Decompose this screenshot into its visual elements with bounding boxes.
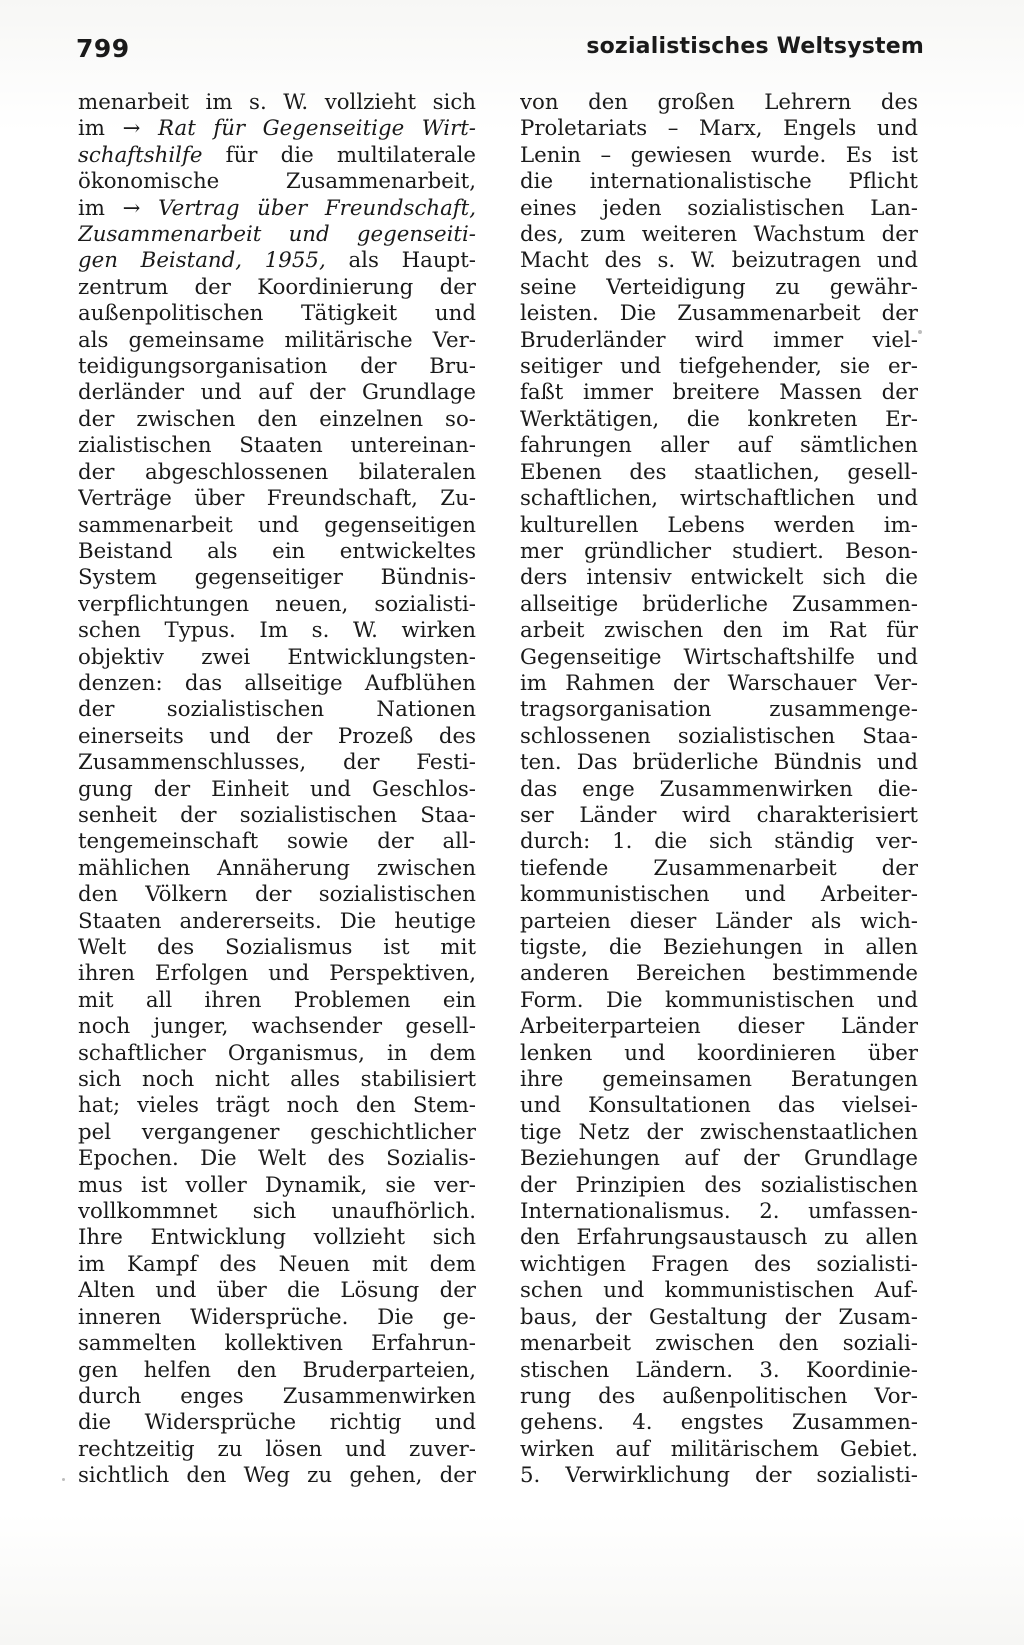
right-column-line: arbeit zwischen den im Rat für [520, 618, 918, 644]
right-column-line: seitiger und tiefgehender, sie er- [520, 354, 918, 380]
left-column [78, 90, 476, 1490]
right-column-line: der Prinzipien des sozialistischen [520, 1172, 918, 1198]
right-column-line: Lenin – gewiesen wurde. Es ist [520, 142, 918, 168]
text-columns [78, 90, 918, 1490]
left-column-line: mählichen Annäherung zwischen [78, 855, 476, 881]
right-column-line: Arbeiterparteien dieser Länder [520, 1014, 918, 1040]
left-column-line: zialistischen Staaten untereinan- [78, 433, 476, 459]
left-column-line: objektiv zwei Entwicklungsten- [78, 644, 476, 670]
right-column-line: tiefende Zusammenarbeit der [520, 855, 918, 881]
left-column-line: verpflichtungen neuen, sozialisti- [78, 591, 476, 617]
left-column-line: durch enges Zusammenwirken [78, 1383, 476, 1409]
right-column-line: eines jeden sozialistischen Lan- [520, 195, 918, 221]
left-column-line: menarbeit im s. W. vollzieht sich [78, 90, 476, 115]
left-column-line: der sozialistischen Nationen [78, 697, 476, 723]
right-column-line: Werktätigen, die konkreten Er- [520, 406, 918, 432]
left-column-line: ökonomische Zusammenarbeit, [78, 169, 476, 195]
right-column-line: anderen Bereichen bestimmende [520, 961, 918, 987]
left-column-line: ihren Erfolgen und Perspektiven, [78, 961, 476, 987]
running-head: sozialistisches Weltsystem [586, 34, 924, 59]
left-column-line: im → Vertrag über Freundschaft, [78, 195, 476, 221]
right-column-line: 5. Verwirklichung der sozialisti- [520, 1463, 918, 1489]
right-column-line: gehens. 4. engstes Zusammen- [520, 1410, 918, 1436]
right-column-line: mer gründlicher studiert. Beson- [520, 538, 918, 564]
right-column-line: leisten. Die Zusammenarbeit der [520, 301, 918, 327]
right-column-line: Form. Die kommunistischen und [520, 987, 918, 1013]
left-column-line: pel vergangener geschichtlicher [78, 1119, 476, 1145]
left-column-line: Welt des Sozialismus ist mit [78, 935, 476, 960]
right-column-line: kommunistischen und Arbeiter- [520, 882, 918, 908]
left-column-line: einerseits und der Prozeß des [78, 723, 476, 749]
left-column-line: im Kampf des Neuen mit dem [78, 1251, 476, 1277]
right-column-line: Internationalismus. 2. umfassen- [520, 1199, 918, 1225]
right-column-line: seine Verteidigung zu gewähr- [520, 274, 918, 300]
left-column-line: außenpolitischen Tätigkeit und [78, 301, 476, 327]
right-column-line: im Rahmen der Warschauer Ver- [520, 670, 918, 696]
left-column-line: gen helfen den Bruderparteien, [78, 1357, 476, 1383]
left-column-line: schaftshilfe für die multilaterale [78, 142, 476, 168]
left-column-line: senheit der sozialistischen Staa- [78, 802, 476, 828]
right-column-line: und Konsultationen das vielsei- [520, 1093, 918, 1119]
left-column-line: teidigungsorganisation der Bru- [78, 354, 476, 380]
left-column-line: Zusammenarbeit und gegenseiti- [78, 222, 476, 248]
left-column-line: sammelten kollektiven Erfahrun- [78, 1331, 476, 1357]
left-column-line: noch junger, wachsender gesell- [78, 1014, 476, 1040]
left-column-line: die Widersprüche richtig und [78, 1410, 476, 1436]
left-column-line: mus ist voller Dynamik, sie ver- [78, 1172, 476, 1198]
left-column-line: System gegenseitiger Bündnis- [78, 565, 476, 591]
left-column-line: der zwischen den einzelnen so- [78, 406, 476, 432]
right-column-line: ten. Das brüderliche Bündnis und [520, 750, 918, 776]
right-column-line: ders intensiv entwickelt sich die [520, 565, 918, 591]
right-column-line: ihre gemeinsamen Beratungen [520, 1067, 918, 1093]
right-column-line: kulturellen Lebens werden im- [520, 512, 918, 538]
left-column-line: Beistand als ein entwickeltes [78, 538, 476, 564]
left-column-line: zentrum der Koordinierung der [78, 274, 476, 300]
right-column-line: tige Netz der zwischenstaatlichen [520, 1119, 918, 1145]
right-column-line: das enge Zusammenwirken die- [520, 776, 918, 802]
left-column-line: Zusammenschlusses, der Festi- [78, 750, 476, 776]
right-column-line: rung des außenpolitischen Vor- [520, 1383, 918, 1409]
right-column-line: menarbeit zwischen den soziali- [520, 1331, 918, 1357]
right-column-line: wichtigen Fragen des sozialisti- [520, 1251, 918, 1277]
left-column-line: Alten und über die Lösung der [78, 1278, 476, 1304]
right-column-line: Beziehungen auf der Grundlage [520, 1146, 918, 1172]
right-column-line: wirken auf militärischem Gebiet. [520, 1436, 918, 1462]
right-column [520, 90, 918, 1490]
left-column-line: rechtzeitig zu lösen und zuver- [78, 1436, 476, 1462]
right-column-line: die internationalistische Pflicht [520, 169, 918, 195]
left-column-line: sichtlich den Weg zu gehen, der [78, 1463, 476, 1489]
right-column-line: faßt immer breitere Massen der [520, 380, 918, 406]
right-column-line: durch: 1. die sich ständig ver- [520, 829, 918, 855]
right-column-line: tigste, die Beziehungen in allen [520, 935, 918, 960]
page-number: 799 [76, 34, 130, 63]
left-column-line: gen Beistand, 1955, als Haupt- [78, 248, 476, 274]
right-column-line: schlossenen sozialistischen Staa- [520, 723, 918, 749]
left-column-line: derländer und auf der Grundlage [78, 380, 476, 406]
left-column-line: schen Typus. Im s. W. wirken [78, 618, 476, 644]
scan-speck [918, 330, 922, 334]
right-column-line: baus, der Gestaltung der Zusam- [520, 1304, 918, 1330]
left-column-line: gung der Einheit und Geschlos- [78, 776, 476, 802]
right-column-line: Gegenseitige Wirtschaftshilfe und [520, 644, 918, 670]
right-column-line: des, zum weiteren Wachstum der [520, 222, 918, 248]
left-column-line: Ihre Entwicklung vollzieht sich [78, 1225, 476, 1251]
right-column-line: tragsorganisation zusammenge- [520, 697, 918, 723]
right-column-line: Macht des s. W. beizutragen und [520, 248, 918, 274]
left-column-line: schaftlicher Organismus, in dem [78, 1040, 476, 1066]
left-column-line: Staaten andererseits. Die heutige [78, 908, 476, 934]
right-column-line: von den großen Lehrern des [520, 90, 918, 115]
right-column-line: ser Länder wird charakterisiert [520, 802, 918, 828]
left-column-line: vollkommnet sich unaufhörlich. [78, 1199, 476, 1225]
left-column-line: mit all ihren Problemen ein [78, 987, 476, 1013]
right-column-line: den Erfahrungsaustausch zu allen [520, 1225, 918, 1251]
right-column-line: schaftlichen, wirtschaftlichen und [520, 486, 918, 512]
page-header [76, 34, 924, 74]
right-column-line: Bruderländer wird immer viel- [520, 327, 918, 353]
left-column-line: sich noch nicht alles stabilisiert [78, 1067, 476, 1093]
left-column-line: tengemeinschaft sowie der all- [78, 829, 476, 855]
left-column-line: Epochen. Die Welt des Sozialis- [78, 1146, 476, 1172]
right-column-line: fahrungen aller auf sämtlichen [520, 433, 918, 459]
left-column-line: als gemeinsame militärische Ver- [78, 327, 476, 353]
right-column-line: parteien dieser Länder als wich- [520, 908, 918, 934]
right-column-line: schen und kommunistischen Auf- [520, 1278, 918, 1304]
right-column-line: Proletariats – Marx, Engels und [520, 116, 918, 142]
left-column-line: der abgeschlossenen bilateralen [78, 459, 476, 485]
right-column-line: stischen Ländern. 3. Koordinie- [520, 1357, 918, 1383]
left-column-line: inneren Widersprüche. Die ge- [78, 1304, 476, 1330]
left-column-line: Verträge über Freundschaft, Zu- [78, 486, 476, 512]
left-column-line: sammenarbeit und gegenseitigen [78, 512, 476, 538]
left-column-line: denzen: das allseitige Aufblühen [78, 670, 476, 696]
scan-speck [62, 1478, 65, 1481]
left-column-line: den Völkern der sozialistischen [78, 882, 476, 908]
left-column-line: hat; vieles trägt noch den Stem- [78, 1093, 476, 1119]
left-column-line: im → Rat für Gegenseitige Wirt- [78, 116, 476, 142]
right-column-line: Ebenen des staatlichen, gesell- [520, 459, 918, 485]
right-column-line: allseitige brüderliche Zusammen- [520, 591, 918, 617]
right-column-line: lenken und koordinieren über [520, 1040, 918, 1066]
